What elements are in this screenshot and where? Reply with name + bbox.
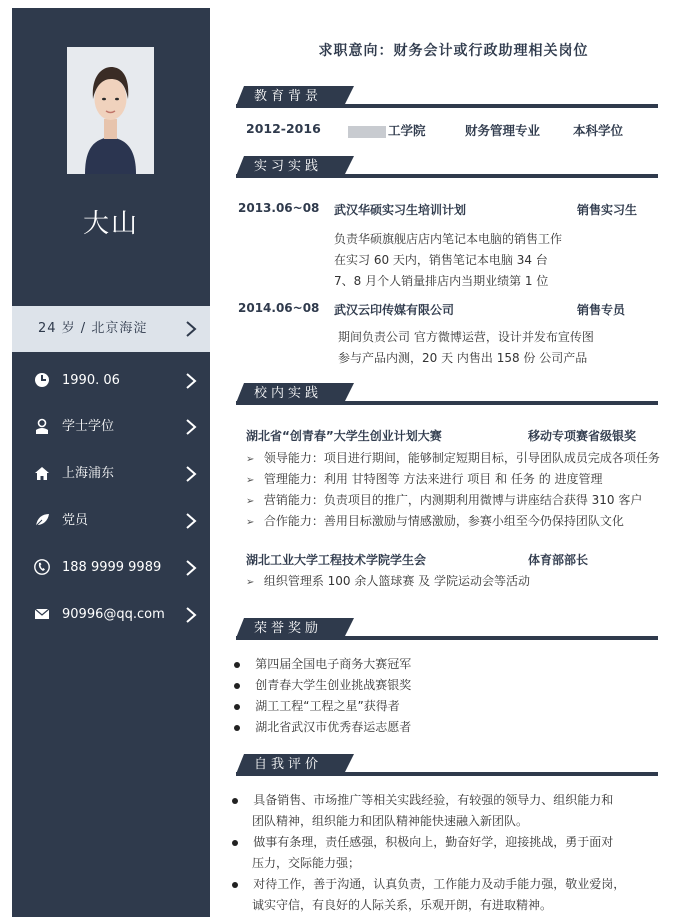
internship-org: 武汉华硕实习生培训计划 [334, 203, 467, 217]
chevron-right-icon [184, 559, 198, 577]
award-text: 湖工工程“工程之星”获得者 [255, 699, 400, 713]
education-degree: 本科学位 [573, 123, 624, 138]
bullet-dot-icon [232, 840, 238, 846]
campus-role: 移动专项赛省级银奖 [528, 429, 637, 443]
internship-date: 2013.06~08 [238, 201, 320, 215]
clock-icon [34, 372, 50, 388]
arrow-bullet-icon: ➢ [246, 517, 255, 528]
phone-icon [34, 559, 50, 575]
profile-photo [67, 47, 154, 174]
award-item [234, 676, 411, 693]
internship-detail: 负责华硕旗舰店店内笔记本电脑的销售工作 [334, 232, 563, 246]
section-header-internship [236, 156, 658, 182]
chevron-right-icon [184, 606, 198, 624]
bullet-dot-icon [234, 662, 240, 668]
campus-detail [246, 470, 603, 487]
arrow-bullet-icon: ➢ [246, 577, 255, 588]
campus-detail-text: 合作能力：善用目标激励与情感激励，参赛小组至今仍保持团队文化 [263, 514, 624, 528]
arrow-bullet-icon: ➢ [246, 454, 255, 465]
info-row-birth[interactable] [12, 366, 210, 396]
info-row-phone[interactable] [12, 553, 210, 583]
self-eval-text: 团队精神，组织能力和团队精神能快速融入新团队。 [252, 814, 529, 828]
award-item [234, 718, 411, 735]
section-header-campus [236, 383, 658, 409]
chevron-right-icon [184, 372, 198, 390]
main-content [210, 0, 697, 917]
internship-detail: 7、8 月个人销量排店内当期业绩第 1 位 [334, 274, 549, 288]
internship-detail: 在实习 60 天内，销售笔记本电脑 34 台 [334, 253, 548, 267]
award-item [234, 655, 411, 672]
internship-detail: 参与产品内测，20 天 内售出 158 份 公司产品 [338, 351, 588, 365]
internship-role: 销售实习生 [577, 203, 638, 217]
campus-org: 湖北省“创青春”大学生创业计划大赛 [246, 429, 442, 443]
bullet-dot-icon [234, 683, 240, 689]
self-eval-item [232, 791, 613, 808]
redaction-block [348, 126, 386, 138]
info-row-party[interactable] [12, 506, 210, 536]
info-row-email[interactable] [12, 600, 210, 630]
arrow-bullet-icon: ➢ [246, 475, 255, 486]
info-phone: 188 9999 9989 [62, 560, 162, 575]
self-eval-text: 做事有条理，责任感强，积极向上，勤奋好学，迎接挑战，勇于面对 [253, 835, 614, 849]
education-period: 2012-2016 [246, 121, 321, 136]
section-header-education [236, 86, 658, 112]
section-title-education: 教育背景 [254, 89, 323, 104]
campus-detail-text: 营销能力：负责项目的推广，内测期利用微博与讲座结合获得 310 客户 [263, 493, 643, 507]
section-title-awards: 荣誉奖励 [254, 621, 323, 636]
mail-icon [34, 606, 50, 622]
campus-detail [246, 491, 642, 508]
campus-detail [246, 572, 530, 589]
chevron-right-icon [184, 320, 198, 338]
leaf-icon [34, 512, 50, 528]
campus-role: 体育部部长 [528, 553, 589, 567]
self-eval-item [232, 875, 625, 892]
campus-detail-text: 管理能力：利用 甘特图等 方法来进行 项目 和 任务 的 进度管理 [263, 472, 603, 486]
chevron-right-icon [184, 465, 198, 483]
self-eval-item [232, 833, 613, 850]
job-objective: 求职意向：财务会计或行政助理相关岗位 [318, 43, 589, 59]
info-row-degree[interactable] [12, 412, 210, 442]
user-icon [34, 418, 50, 434]
bullet-dot-icon [234, 704, 240, 710]
campus-detail-text: 组织管理系 100 余人篮球赛 及 学院运动会等活动 [263, 574, 530, 588]
age-location-text: 24 岁 / 北京海淀 [38, 321, 148, 336]
self-eval-text: 压力，交际能力强； [252, 856, 361, 870]
campus-detail [246, 449, 660, 466]
internship-org: 武汉云印传媒有限公司 [334, 303, 455, 317]
award-text: 湖北省武汉市优秀春运志愿者 [255, 720, 412, 734]
section-title-internship: 实习实践 [254, 159, 323, 174]
internship-detail: 期间负责公司 官方微博运营，设计并发布宣传图 [338, 330, 594, 344]
self-eval-text: 对待工作，善于沟通，认真负责，工作能力及动手能力强，敬业爱岗， [253, 877, 626, 891]
info-address: 上海浦东 [62, 466, 115, 481]
self-eval-text: 诚实守信，有良好的人际关系，乐观开朗，有进取精神。 [252, 898, 553, 912]
info-degree: 学士学位 [62, 419, 115, 434]
bullet-dot-icon [232, 882, 238, 888]
home-icon [34, 465, 50, 481]
section-title-self-eval: 自我评价 [254, 757, 323, 772]
education-school-name: 工学院 [388, 123, 426, 138]
arrow-bullet-icon: ➢ [246, 496, 255, 507]
section-title-campus: 校内实践 [254, 386, 323, 401]
campus-detail [246, 512, 624, 529]
education-school [348, 121, 426, 139]
self-eval-text: 具备销售、市场推广等相关实践经验，有较强的领导力、组织能力和 [253, 793, 614, 807]
info-email: 90996@qq.com [62, 607, 165, 622]
internship-date: 2014.06~08 [238, 301, 320, 315]
bullet-dot-icon [234, 725, 240, 731]
section-header-awards [236, 618, 658, 644]
education-major: 财务管理专业 [465, 123, 541, 138]
age-location-bar[interactable] [12, 306, 210, 352]
bullet-dot-icon [232, 798, 238, 804]
info-row-address[interactable] [12, 459, 210, 489]
campus-detail-text: 领导能力：项目进行期间，能够制定短期目标，引导团队成员完成各项任务 [263, 451, 660, 465]
award-text: 创青春大学生创业挑战赛银奖 [255, 678, 412, 692]
chevron-right-icon [184, 512, 198, 530]
candidate-name: 大山 [82, 209, 139, 239]
section-header-self-eval [236, 754, 658, 780]
chevron-right-icon [184, 418, 198, 436]
award-text: 第四届全国电子商务大赛冠军 [255, 657, 412, 671]
internship-role: 销售专员 [577, 303, 626, 317]
info-party: 党员 [62, 513, 89, 528]
award-item [234, 697, 400, 714]
sidebar [12, 8, 210, 917]
info-birth: 1990. 06 [62, 373, 120, 388]
campus-org: 湖北工业大学工程技术学院学生会 [246, 553, 427, 567]
